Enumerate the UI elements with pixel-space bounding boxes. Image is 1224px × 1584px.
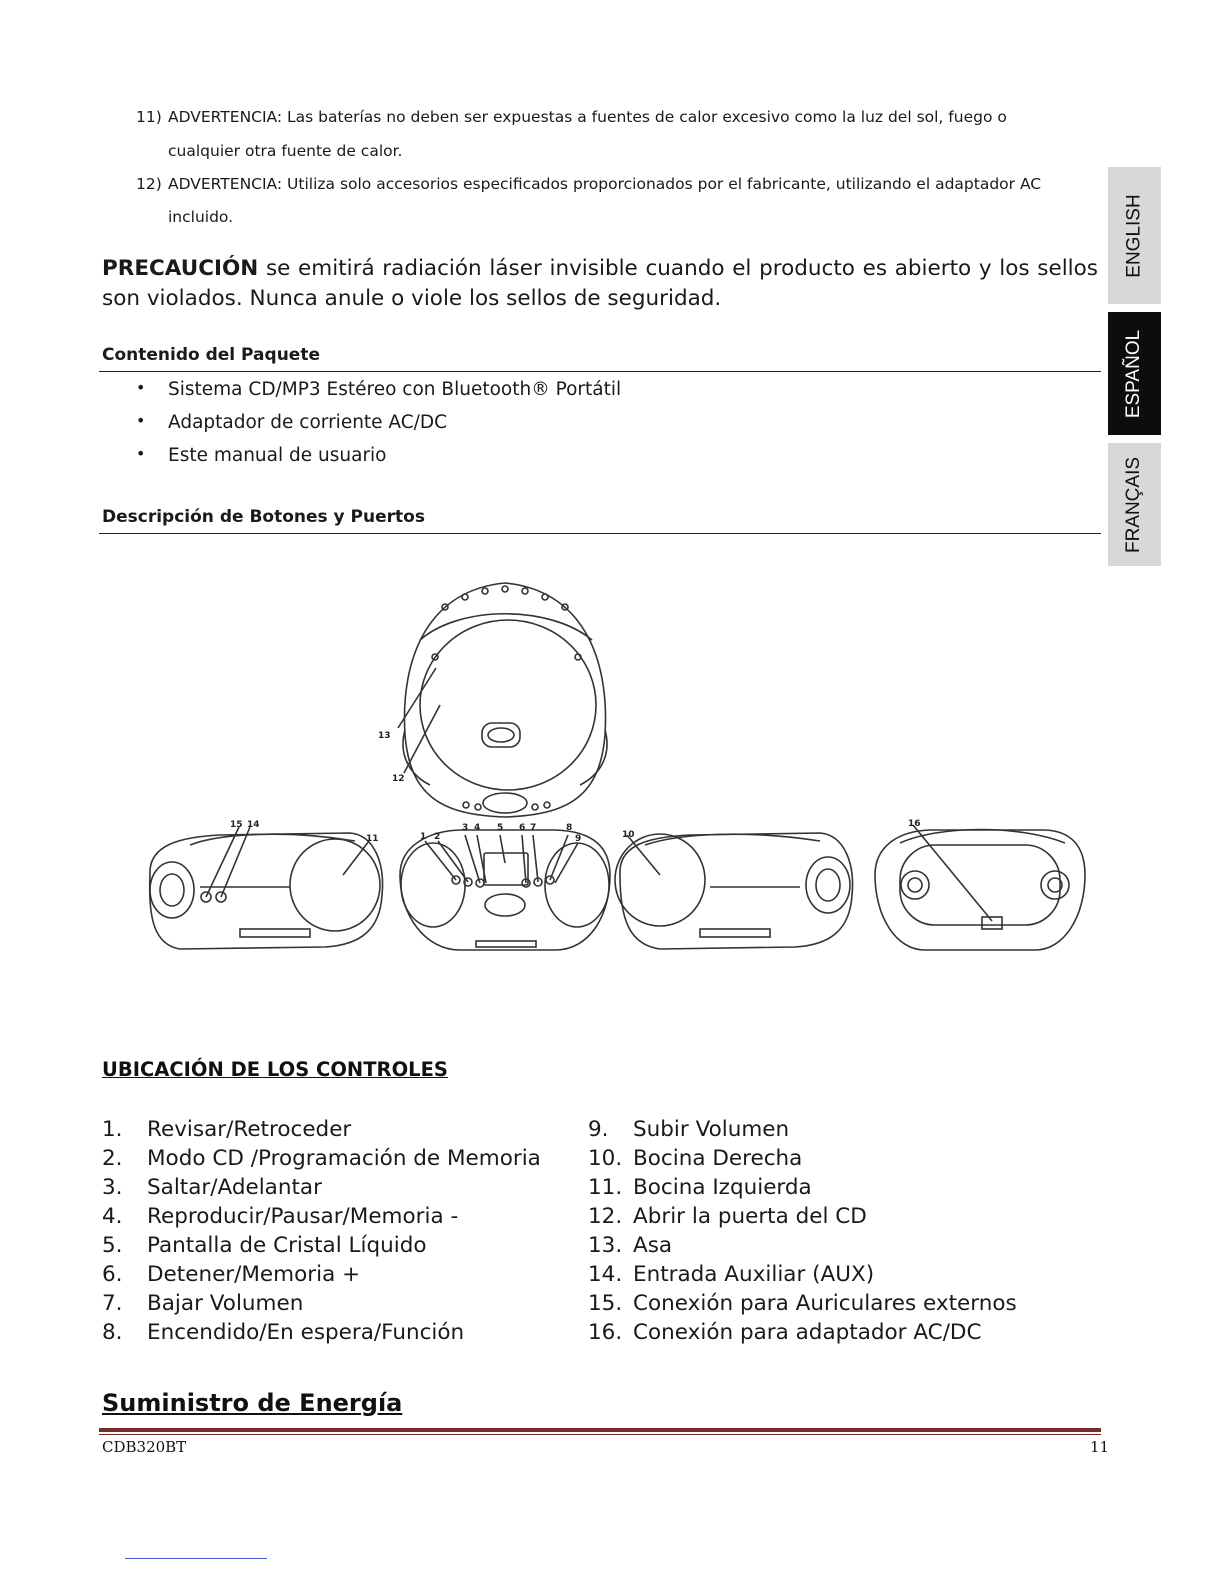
footer-rule — [99, 1428, 1101, 1432]
list-item: 10. Bocina Derecha — [588, 1146, 803, 1171]
page-number: 11 — [1090, 1438, 1110, 1456]
caution-paragraph — [102, 254, 1098, 314]
list-item: 14. Entrada Auxiliar (AUX) — [588, 1262, 875, 1287]
warning-11-continued: cualquier otra fuente de calor. — [168, 142, 403, 160]
tab-espanol-label: ESPAÑOL — [1123, 329, 1145, 418]
controls-title: UBICACIÓN DE LOS CONTROLES — [102, 1058, 448, 1081]
diagram-label-4: 4 — [474, 823, 481, 833]
caution-text: se emitirá radiación láser invisible cuando el producto es abierto y los sellos son violados. Nunca anule o viole los sellos de seguridad. — [102, 256, 1098, 311]
diagram-label-2: 2 — [434, 832, 441, 842]
diagram-label-12: 12 — [392, 774, 405, 784]
buttons-section-title: Descripción de Botones y Puertos — [102, 507, 425, 527]
bottom-link-underline — [125, 1558, 267, 1559]
top-view-drawing — [398, 583, 607, 817]
caution-label: PRECAUCIÓN — [102, 256, 259, 281]
buttons-divider — [99, 533, 1101, 534]
list-item: 1. Revisar/Retroceder — [102, 1117, 352, 1142]
diagram-label-15: 15 — [230, 820, 243, 830]
diagram-label-11: 11 — [366, 834, 379, 844]
right-view-drawing — [615, 833, 853, 949]
power-section-title: Suministro de Energía — [102, 1389, 403, 1417]
list-item: 3. Saltar/Adelantar — [102, 1175, 322, 1200]
warning-12 — [136, 175, 1041, 193]
device-diagram — [100, 545, 1100, 995]
list-item: 7. Bajar Volumen — [102, 1291, 304, 1316]
back-view-drawing — [875, 825, 1085, 950]
diagram-label-7: 7 — [530, 823, 537, 833]
list-item: 5. Pantalla de Cristal Líquido — [102, 1233, 427, 1258]
controls-list-left — [102, 1117, 541, 1349]
warning-number: 12) — [136, 175, 162, 193]
diagram-label-8: 8 — [566, 823, 573, 833]
diagram-label-6: 6 — [519, 823, 526, 833]
footer-rule-thin — [99, 1434, 1101, 1435]
list-item: 11. Bocina Izquierda — [588, 1175, 812, 1200]
list-item: 2. Modo CD /Programación de Memoria — [102, 1146, 541, 1171]
warning-text: ADVERTENCIA: Las baterías no deben ser expuestas a fuentes de calor excesivo como la luz del sol, fuego o — [168, 108, 1007, 126]
diagram-label-5: 5 — [497, 823, 504, 833]
list-item: • Este manual de usuario — [136, 445, 621, 478]
tab-english-label: ENGLISH — [1123, 193, 1145, 278]
warning-number: 11) — [136, 108, 162, 126]
tab-francais-label: FRANÇAIS — [1123, 456, 1145, 553]
list-item: 12. Abrir la puerta del CD — [588, 1204, 867, 1229]
left-view-drawing — [150, 827, 383, 949]
diagram-label-10: 10 — [622, 830, 635, 840]
package-list — [136, 379, 621, 478]
warning-12-continued: incluido. — [168, 208, 234, 226]
diagram-label-14: 14 — [247, 820, 260, 830]
diagram-label-1: 1 — [420, 832, 427, 842]
diagram-label-16: 16 — [908, 819, 921, 829]
list-item: 4. Reproducir/Pausar/Memoria - — [102, 1204, 459, 1229]
diagram-label-13: 13 — [378, 731, 391, 741]
tab-francais[interactable] — [1108, 443, 1161, 566]
diagram-label-9: 9 — [575, 834, 582, 844]
warning-text: ADVERTENCIA: Utiliza solo accesorios especificados proporcionados por el fabricante, utilizando el adaptador AC — [168, 175, 1042, 193]
package-title: Contenido del Paquete — [102, 345, 320, 365]
list-item: 13. Asa — [588, 1233, 673, 1258]
front-view-drawing — [400, 830, 610, 950]
diagram-label-3: 3 — [462, 823, 469, 833]
list-item: 6. Detener/Memoria + — [102, 1262, 361, 1287]
list-item: 8. Encendido/En espera/Función — [102, 1320, 465, 1345]
list-item: • Sistema CD/MP3 Estéreo con Bluetooth® Portátil — [136, 379, 621, 412]
tab-english[interactable] — [1108, 167, 1161, 304]
list-item: • Adaptador de corriente AC/DC — [136, 412, 621, 445]
controls-list-right — [588, 1117, 1017, 1349]
list-item: 16. Conexión para adaptador AC/DC — [588, 1320, 982, 1345]
warning-11 — [136, 108, 1007, 126]
package-divider — [99, 371, 1101, 372]
footer-model: CDB320BT — [102, 1438, 187, 1456]
list-item: 9. Subir Volumen — [588, 1117, 790, 1142]
tab-espanol[interactable] — [1108, 312, 1161, 435]
list-item: 15. Conexión para Auriculares externos — [588, 1291, 1017, 1316]
